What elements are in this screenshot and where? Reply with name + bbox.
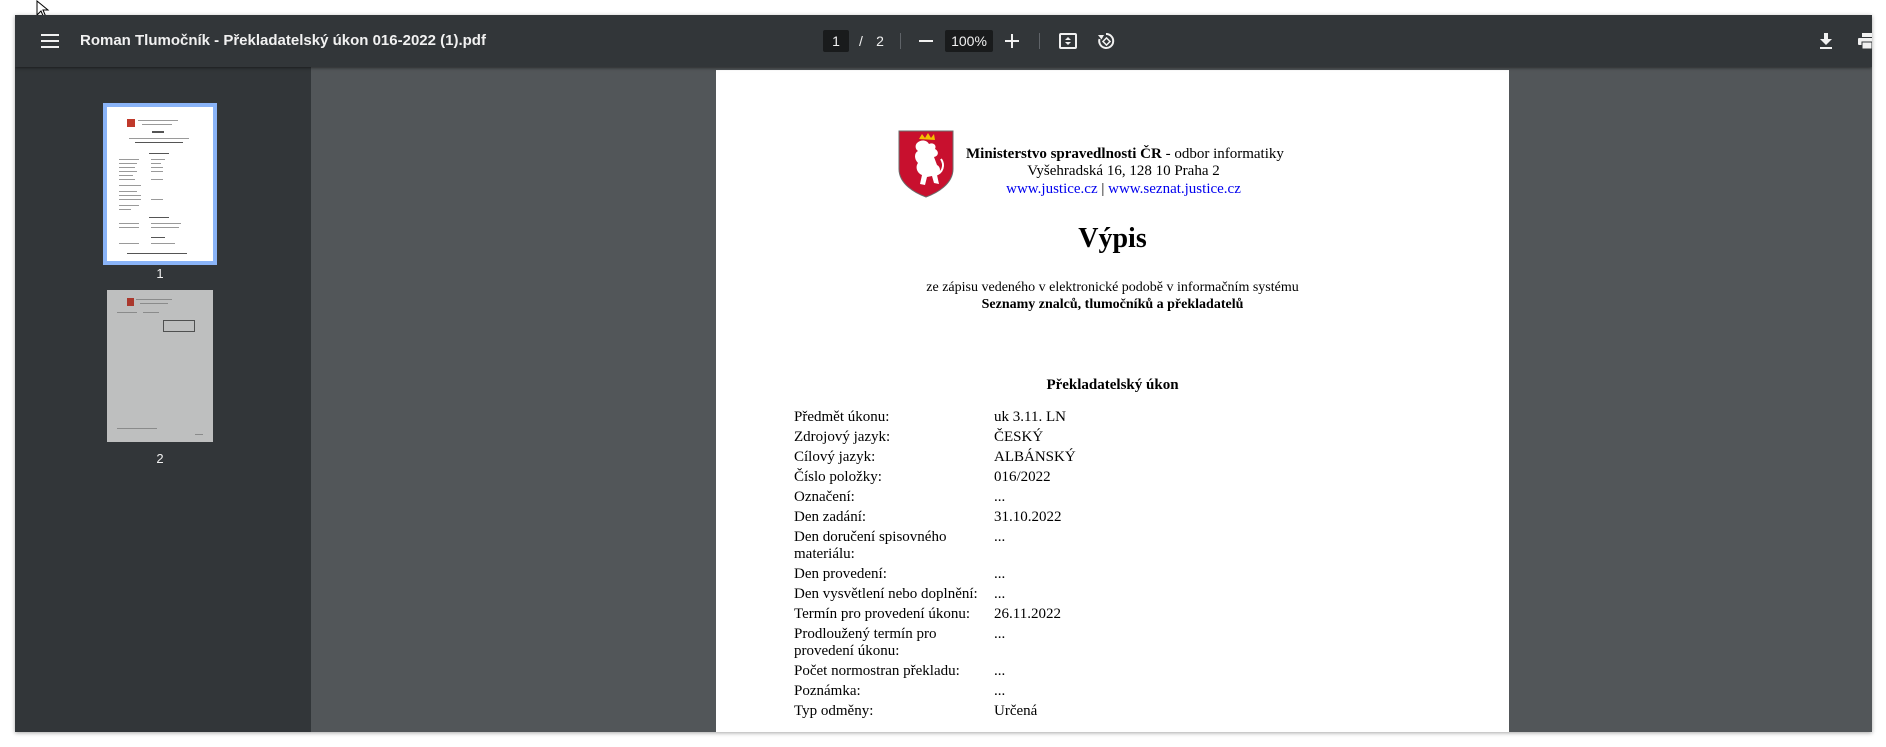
- toolbar-divider: [900, 33, 901, 49]
- page-separator: /: [859, 33, 863, 49]
- record-row: Den doručení spisovného materiálu: ...: [794, 529, 1006, 562]
- ministry-links: www.justice.cz | www.seznat.justice.cz: [1006, 181, 1241, 197]
- printer-icon: [1858, 33, 1872, 49]
- record-row: Cílový jazyk: ALBÁNSKÝ: [794, 449, 1076, 465]
- download-icon: [1819, 33, 1833, 49]
- zoom-out-button[interactable]: [912, 27, 940, 55]
- ministry-address: Vyšehradská 16, 128 10 Praha 2: [1027, 163, 1220, 179]
- record-row: Číslo položky: 016/2022: [794, 469, 1051, 485]
- page-thumbnail-1[interactable]: [103, 103, 217, 265]
- minus-icon: [919, 34, 933, 48]
- fit-page-icon: [1059, 33, 1077, 49]
- plus-icon: [1005, 34, 1019, 48]
- toolbar-divider: [1039, 33, 1040, 49]
- document-title: Roman Tlumočník - Překladatelský úkon 016-2022 (1).pdf: [80, 32, 486, 49]
- record-row: Zdrojový jazyk: ČESKÝ: [794, 429, 1044, 445]
- document-subtitle: ze zápisu vedeného v elektronické podobě v informačním systému: [926, 280, 1299, 295]
- fit-to-page-button[interactable]: [1054, 27, 1082, 55]
- coat-of-arms-icon: [127, 298, 134, 306]
- menu-button[interactable]: [35, 26, 65, 56]
- record-row: Den provedení: ...: [794, 566, 1006, 582]
- thumbnail-label-1: 1: [156, 266, 164, 281]
- pdf-viewer: [15, 15, 1872, 732]
- record-row: Termín pro provedení úkonu: 26.11.2022: [794, 606, 1061, 622]
- thumbnail-sidebar: [15, 67, 311, 732]
- record-row: Typ odměny: Určená: [794, 703, 1038, 719]
- ministry-name: Ministerstvo spravedlnosti ČR - odbor informatiky: [966, 146, 1284, 162]
- page-total: 2: [876, 33, 884, 49]
- record-row: Den zadání: 31.10.2022: [794, 509, 1062, 525]
- record-row: Označení: ...: [794, 489, 1006, 505]
- toolbar: [15, 15, 1872, 67]
- download-button[interactable]: [1812, 27, 1840, 55]
- section-title: Překladatelský úkon: [1046, 377, 1179, 393]
- record-row: Předmět úkonu: uk 3.11. LN: [794, 409, 1066, 425]
- coat-of-arms-icon: [127, 119, 135, 127]
- rotate-icon: [1097, 32, 1115, 50]
- czech-coat-of-arms-icon: [897, 129, 955, 198]
- hamburger-menu-icon: [41, 34, 59, 48]
- record-row: Prodloužený termín pro provedení úkonu: ...: [794, 626, 1006, 659]
- document-heading: Výpis: [1078, 223, 1147, 254]
- record-row: Počet normostran překladu: ...: [794, 663, 1006, 679]
- print-button[interactable]: [1853, 27, 1872, 55]
- record-row: Poznámka: ...: [794, 683, 1006, 699]
- record-table: [794, 409, 1434, 723]
- thumbnail-label-2: 2: [156, 451, 164, 466]
- page-thumbnail-2[interactable]: [107, 290, 213, 442]
- zoom-in-button[interactable]: [998, 27, 1026, 55]
- justice-link[interactable]: www.justice.cz: [1006, 181, 1098, 197]
- zoom-input[interactable]: 100%: [945, 30, 993, 52]
- rotate-button[interactable]: [1092, 27, 1120, 55]
- document-subtitle-bold: Seznamy znalců, tlumočníků a překladatelů: [981, 297, 1244, 312]
- seznat-link[interactable]: www.seznat.justice.cz: [1108, 181, 1241, 197]
- page-number-input[interactable]: 1: [823, 30, 849, 52]
- document-page: [716, 70, 1509, 732]
- record-row: Den vysvětlení nebo doplnění: ...: [794, 586, 1006, 602]
